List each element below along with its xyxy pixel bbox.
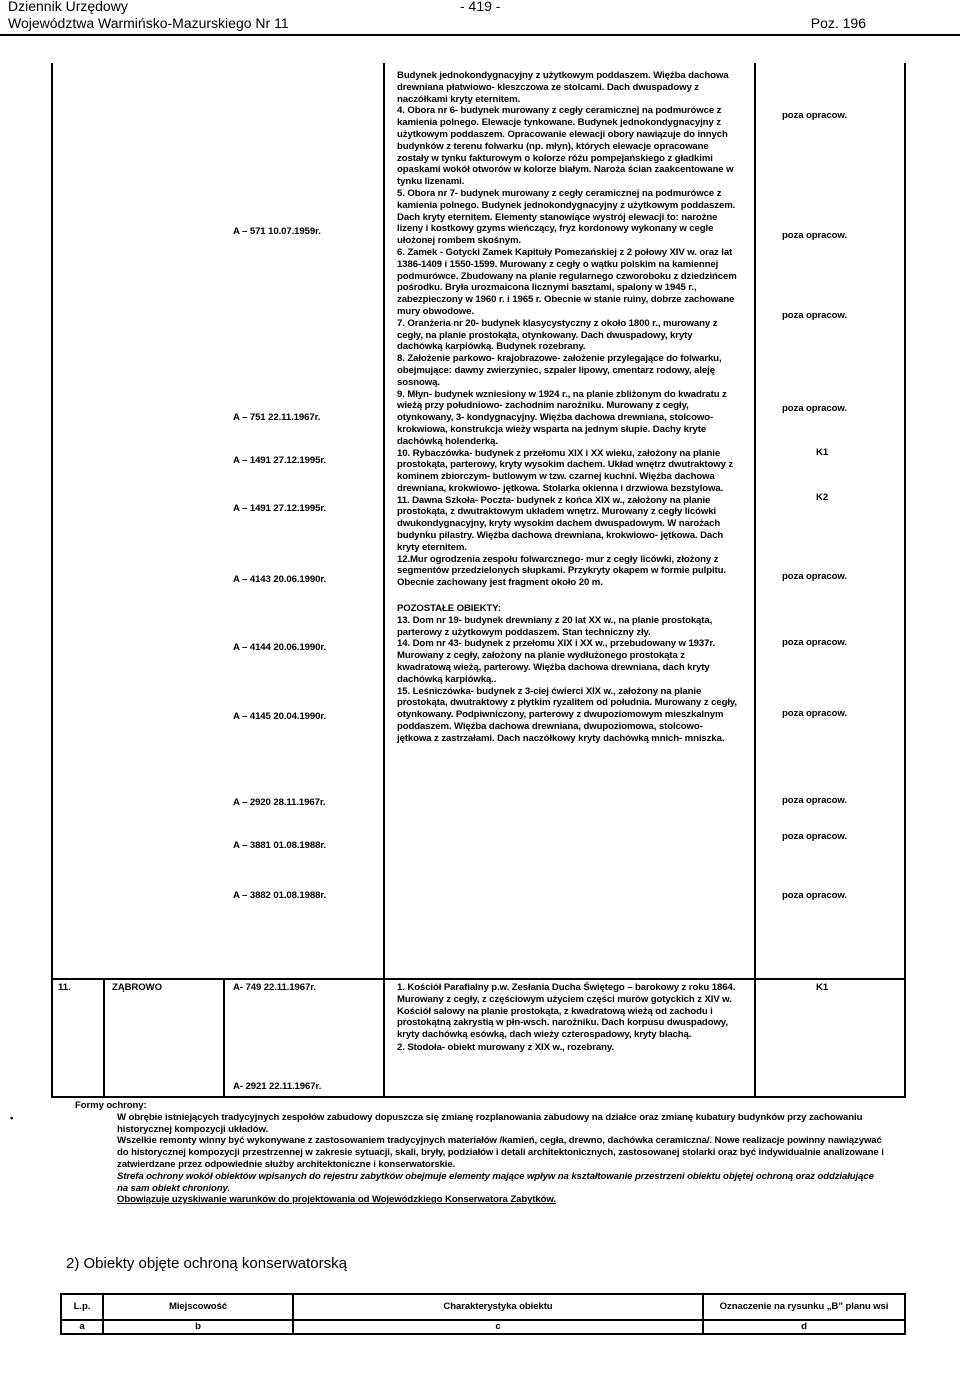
register-entry: A – 2920 28.11.1967r. (233, 797, 326, 808)
page-number: - 419 - (460, 0, 501, 14)
position-number: Poz. 196 (810, 15, 866, 31)
forms-paragraph: Strefa ochrony wokół obiektów wpisanych do rejestru zabytków obejmuje elementy mające wpływ na kształtowanie przestrzeni obiektu objętej ochroną oraz oddziałujące na sam obiekt chroniony. (117, 1170, 874, 1194)
column-divider (103, 978, 105, 1098)
column-header: Charakterystyka obiektu (293, 1294, 703, 1320)
designation-label: poza opracow. (782, 708, 847, 719)
designation-label: K1 (816, 447, 829, 458)
description-paragraph: 11. Dawna Szkoła- Poczta- budynek z końca XIX w., założony na planie prostokąta, z dwutraktowym układem wnętrz. Murowany z cegły licówki dwukondygnacyjny, kryty wysokim dachem dwuspadowym. W narożach budynku pilastry. Więźba dachowa drewniana, krokwiowo- jętkowa. Dach kryty eternitem. (397, 494, 724, 553)
place-name: ZĄBROWO (112, 982, 162, 993)
designation-label: poza opracow. (782, 110, 847, 121)
description-paragraph: 7. Oranżeria nr 20- budynek klasycystyczny z około 1800 r., murowany z cegły, na planie prostokąta, otynkowany. Dach dwuspadowy, kryty dachówką karpiówką. Budynek rozebrany. (397, 317, 718, 353)
register-entry: A- 749 22.11.1967r. (233, 982, 316, 993)
other-objects-heading: POZOSTAŁE OBIEKTY: (397, 603, 501, 615)
objects-table (60, 1293, 906, 1335)
designation-label: poza opracow. (782, 403, 847, 414)
register-entry: A – 571 10.07.1959r. (233, 226, 321, 237)
forms-body (117, 1112, 885, 1206)
forms-title: Formy ochrony: (75, 1100, 147, 1111)
protection-forms (75, 1100, 885, 1206)
register-entry: A – 4144 20.06.1990r. (233, 642, 327, 653)
bullet: • (10, 1113, 14, 1124)
description-paragraph: 1. Kościół Parafialny p.w. Zesłania Ducha Świętego – barokowy z roku 1864. Murowany z cegły, z częściowym użyciem części murów gotyckich z XIV w. Kościół salowy na planie prostokąta, z kwadratową wieżą od zachodu i prostokątną zakrystią w płn-wsch. narożniku. Dach korpusu dwuspadowy, kryty dachówką esówką, dach wieży czterospadowy, kryty blachą. (397, 982, 736, 1041)
designation-label: poza opracow. (782, 571, 847, 582)
table-bottom-border (51, 1096, 906, 1098)
column-header: Miejscowość (103, 1294, 293, 1320)
register-entry: A – 3881 01.08.1988r. (233, 840, 327, 851)
header-rule (0, 34, 960, 36)
designation-label: poza opracow. (782, 310, 847, 321)
row-divider (51, 978, 906, 980)
column-header: Oznaczenie na rysunku „B” planu wsi (703, 1294, 905, 1320)
register-entry: A – 751 22.11.1967r. (233, 412, 321, 423)
register-entry: A – 1491 27.12.1995r. (233, 503, 327, 514)
table-border-left (51, 63, 53, 1098)
register-entry: A – 1491 27.12.1995r. (233, 455, 327, 466)
column-letter: b (103, 1320, 293, 1334)
designation-label: K2 (816, 492, 829, 503)
section-heading: 2) Obiekty objęte ochroną konserwatorską (66, 1255, 347, 1272)
row-number: 11. (58, 982, 71, 993)
register-entry: A – 3882 01.08.1988r. (233, 890, 327, 901)
description-paragraph: 14. Dom nr 43- budynek z przełomu XIX i XX w., przebudowany w 1937r. Murowany z cegły, założony na planie wydłużonego prostokąta z kwadratową wieżą, parterowy. Więźba dachowa drewniana, dach kryty dachówką karpiówką.. (397, 638, 716, 685)
forms-paragraph: Wszelkie remonty winny być wykonywane z zastosowaniem tradycyjnych materiałów /kamień, cegła, drewno, dachówka ceramiczna/. Nowe realizacje powinny nawiązywać do historycznej kompozycji przestrzennej w zakresie sytuacji, skali, bryły, podziałów i detali architektonicznych, zastosowanej stolarki oraz być indywidualnie analizowane i zatwierdzane przez odpowiednie służby architektoniczne i konserwatorskie. (117, 1135, 884, 1170)
journal-header (8, 0, 289, 32)
column-letter: c (293, 1320, 703, 1334)
description-paragraph: 9. Młyn- budynek wzniesiony w 1924 r., na planie zbliżonym do kwadratu z wieżą przy południowo- zachodnim narożniku. Murowany z cegły, otynkowany, 3- kondygnacyjny. Więźba dachowa drewniana, stolcowo- krokwiowa, konstrukcja wieży wsparta na jednym słupie. Dachy kryte dachówką holenderką. (397, 388, 727, 447)
column-divider (223, 978, 225, 1098)
description-paragraph: 15. Leśniczówka- budynek z 3-ciej ćwierci XIX w., założony na planie prostokąta, dwutraktowy z płytkim ryzalitem od południa. Murowany z cegły, otynkowany. Podpiwniczony, parterowy z dwupoziomowym mieszkalnym poddaszem. Więźba dachowa drewniana, dwupoziomowa, stolcowo- jętkowa z zastrzałami. Dach naczółkowy kryty dachówką mnich- mniszka. (397, 685, 737, 744)
designation-label: poza opracow. (782, 831, 847, 842)
designation-label: poza opracow. (782, 637, 847, 648)
description-paragraph: 4. Obora nr 6- budynek murowany z cegły ceramicznej na podmurówce z kamienia polnego. Elewacje tynkowane. Budynek jednokondygnacyjny z użytkowym poddaszem. Opracowanie elewacji obory nawiązuje do innych budynków z terenu folwarku (np. młyn), których elewacje opracowane zostały w tynku fakturowym o kolorze różu pompejańskiego z gładkimi opaskami wokół otworów w kolorze białym. Naroża ścian zaakcentowane w tynku lizenami. (397, 105, 734, 188)
description-paragraph: 2. Stodoła- obiekt murowany z XIX w., rozebrany. (397, 1041, 614, 1053)
column-divider (754, 63, 756, 1098)
forms-paragraph: Obowiązuje uzyskiwanie warunków do projektowania od Wojewódzkiego Konserwatora Zabytków. (117, 1194, 556, 1206)
designation-label: poza opracow. (782, 890, 847, 901)
register-entry: A – 4143 20.06.1990r. (233, 574, 327, 585)
column-divider (383, 63, 385, 1098)
column-letter: a (61, 1320, 103, 1334)
register-entry: A- 2921 22.11.1967r. (233, 1081, 322, 1092)
column-letter: d (703, 1320, 905, 1334)
description-paragraph: 8. Założenie parkowo- krajobrazowe- założenie przylegające do folwarku, obejmujące: dawny zwierzyniec, szpaler lipowy, cmentarz rodowy, aleję sosnową. (397, 353, 722, 388)
forms-paragraph: W obrębie istniejących tradycyjnych zespołów zabudowy dopuszcza się zmianę rozplanowania zabudowy na działce oraz zmianę kubatury budynków przy zachowaniu historycznej kompozycji układów. (117, 1111, 863, 1135)
row11-description (397, 982, 737, 1054)
description-paragraph: 13. Dom nr 19- budynek drewniany z 20 lat XX w., na planie prostokąta, parterowy z użytkowym poddaszem. Stan techniczny zły. (397, 614, 713, 638)
journal-title: Dziennik Urzędowy (8, 0, 128, 14)
table-border-right (904, 63, 906, 1098)
description-paragraph: 5. Obora nr 7- budynek murowany z cegły ceramicznej na podmurówce z kamienia polnego. Budynek jednokondygnacyjny z użytkowym poddaszem. Dach kryty eternitem. Elementy stanowiące wystrój elewacji to: narożne lizeny i kostkowy gzyms wieńczący, fryz kordonowy wykonany w cegle ułożonej rombem skośnym. (397, 187, 736, 247)
description-paragraph: 10. Rybaczówka- budynek z przełomu XIX i XX wieku, założony na planie prostokąta, parterowy, kryty wysokim dachem. Układ wnętrz dwutraktowy z kominem zbiorczym- butlowym w tzw. czarnej kuchni. Więźba dachowa drewniana, krokwiowo- jętkowa. Stolarka okienna i drzwiowa bezstylowa. (397, 447, 734, 494)
column-header: L.p. (61, 1294, 103, 1320)
description-paragraph: 6. Zamek - Gotycki Zamek Kapituły Pomezańskiej z 2 połowy XIV w. oraz lat 1386-1409 i 1550-1599. Murowany z cegły o wątku polskim na kamiennej podmurówce. Zbudowany na planie regularnego czworoboku z dziedzińcem pośrodku. Bryła urozmaicona licznymi basztami, spalony w 1945 r., zabezpieczony w 1960 r. i 1965 r. Obecnie w stanie ruiny, dobrze zachowane mury obwodowe. (397, 246, 737, 317)
designation-label: poza opracow. (782, 795, 847, 806)
register-entry: A – 4145 20.04.1990r. (233, 711, 327, 722)
description-column (397, 70, 737, 745)
designation-label: K1 (816, 982, 829, 993)
designation-label: poza opracow. (782, 230, 847, 241)
journal-region: Województwa Warmińsko-Mazurskiego Nr 11 (8, 15, 289, 31)
description-paragraph: Budynek jednokondygnacyjny z użytkowym poddaszem. Więźba dachowa drewniana płatwiowo- kleszczowa ze stolcami. Dach dwuspadowy z naczółkami kryty eternitem. (397, 70, 729, 105)
description-paragraph: 12.Mur ogrodzenia zespołu folwarcznego- mur z cegły licówki, złożony z segmentów przedzielonych słupkami. Przykryty okapem w formie pulpitu. Obecnie zachowany jest fragment około 20 m. (397, 553, 726, 589)
